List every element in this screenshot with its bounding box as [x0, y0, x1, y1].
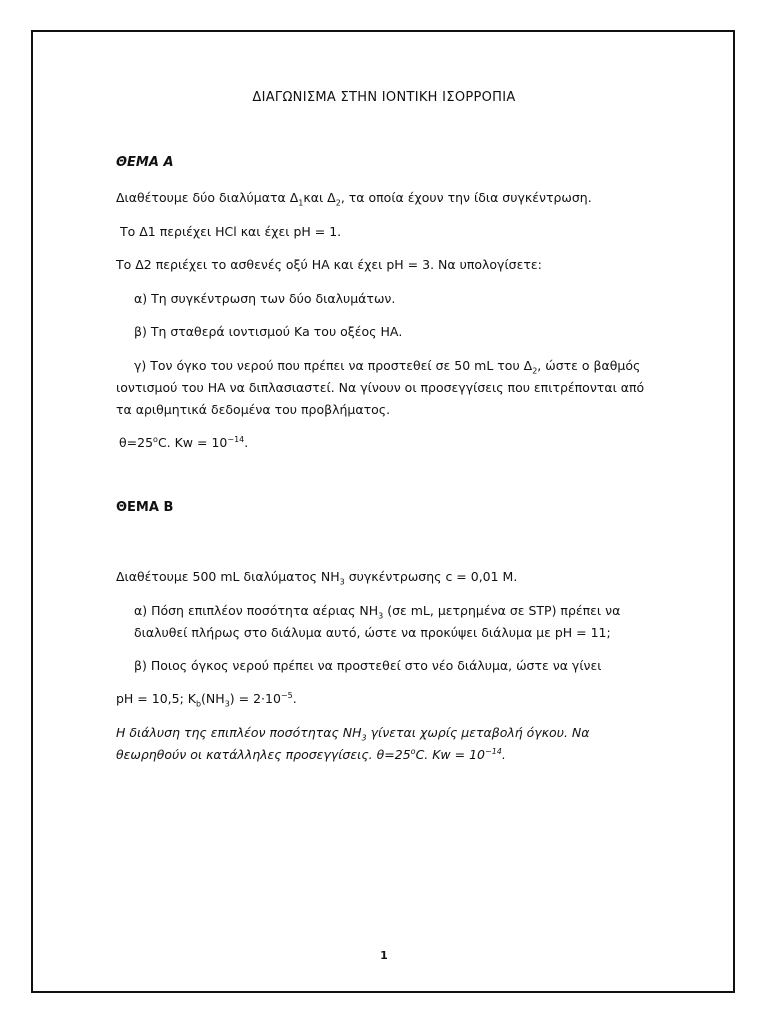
question-b-beta-line-2: pH = 10,5; $K_b(NH_3) = 2\cdot 10^{-5}$.: [116, 690, 297, 709]
thema-a-conditions: $\theta=25^oC$. $Kw = 10^{-14}$.: [119, 434, 249, 450]
thema-b-note-line-1: Η διάλυση της επιπλέον ποσότητας $NH_3$ γίνεται χωρίς μεταβολή όγκου. Να: [116, 725, 590, 743]
question-a-gamma-line-1: γ) Τον όγκο του νερού που πρέπει να προστεθεί σε 50 mL του $\Delta_2$, ώστε ο βαθμός: [134, 358, 641, 376]
thema-a-paragraph-1: Διαθέτουμε δύο διαλύματα $\Delta_1\kappa\alpha\iota$ $\Delta_2$, τα οποία έχουν την ίδια συγκέντρωση.: [116, 190, 592, 208]
thema-a-heading: ΘΕΜΑ Α: [116, 155, 174, 170]
question-b-beta-line-1: β) Ποιος όγκος νερού πρέπει να προστεθεί στο νέο διάλυμα, ώστε να γίνει: [134, 658, 602, 673]
question-b-alpha-line-2: διαλυθεί πλήρως στο διάλυμα αυτό, ώστε να προκύψει διάλυμα με pH = 11;: [134, 625, 611, 640]
page-number: 1: [380, 949, 388, 962]
question-a-gamma-line-2: ιοντισμού του ΗΑ να διπλασιαστεί. Να γίνουν οι προσεγγίσεις που επιτρέπονται από: [116, 380, 645, 395]
thema-a-paragraph-2: Το Δ1 περιέχει HCl και έχει pH = 1.: [120, 224, 342, 239]
question-a-beta: β) Τη σταθερά ιοντισμού Κa του οξέος ΗΑ.: [134, 324, 403, 339]
document-title: ΔΙΑΓΩΝΙΣΜΑ ΣΤΗΝ ΙΟΝΤΙΚΗ ΙΣΟΡΡΟΠΙΑ: [252, 90, 516, 105]
question-b-alpha-line-1: α) Πόση επιπλέον ποσότητα αέριας $NH_3$ (σε mL, μετρημένα σε STP) πρέπει να: [134, 603, 621, 621]
question-a-alpha: α) Τη συγκέντρωση των δύο διαλυμάτων.: [134, 291, 396, 306]
thema-b-paragraph-1: Διαθέτουμε 500 mL διαλύματος $NH_3$ συγκέντρωσης c = 0,01 M.: [116, 569, 518, 587]
thema-b-heading: ΘΕΜΑ Β: [116, 500, 174, 515]
question-a-gamma-line-3: τα αριθμητικά δεδομένα του προβλήματος.: [116, 402, 391, 417]
thema-b-note-line-2: θεωρηθούν οι κατάλληλες προσεγγίσεις. $\theta=25^oC$. $Kw = 10^{-14}$.: [116, 746, 506, 762]
thema-a-paragraph-3: Το Δ2 περιέχει το ασθενές οξύ ΗΑ και έχει pH = 3. Να υπολογίσετε:: [116, 257, 542, 272]
